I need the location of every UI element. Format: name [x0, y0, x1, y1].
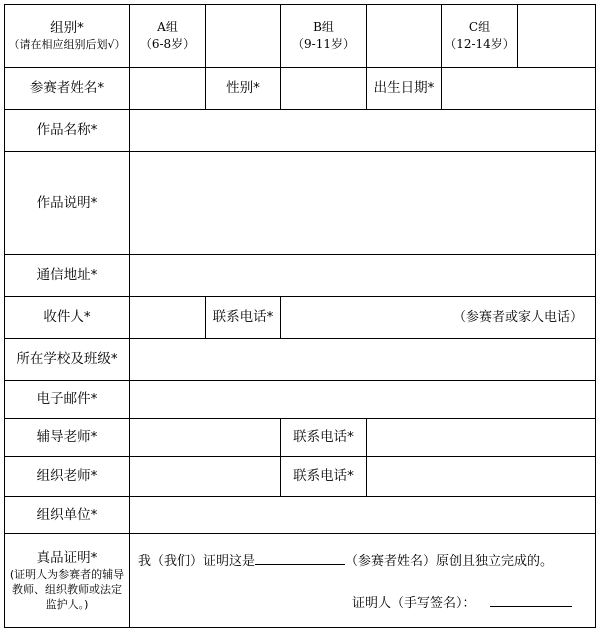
- work-desc-row: [5, 152, 596, 255]
- work-desc-label: 作品说明*: [5, 152, 130, 255]
- participant-name-field[interactable]: [130, 68, 206, 110]
- group-b-check-field[interactable]: [367, 5, 442, 68]
- group-b-age: （9-11岁）: [292, 37, 355, 51]
- statement-pre: 我（我们）证明这是: [138, 554, 256, 569]
- work-desc-field[interactable]: [130, 152, 596, 255]
- proof-statement: [138, 550, 553, 570]
- group-row: [5, 5, 596, 68]
- group-b-cell: [281, 5, 367, 68]
- recipient-phone-note: （参赛者或家人电话）: [452, 310, 583, 325]
- school-label: 所在学校及班级*: [5, 339, 130, 381]
- group-b-name: B组: [313, 20, 334, 34]
- proof-label-cell: [5, 534, 130, 628]
- gender-field[interactable]: [281, 68, 367, 110]
- tutor-field[interactable]: [130, 419, 281, 457]
- group-hint: （请在相应组别后划√）: [8, 38, 126, 51]
- email-row: [5, 381, 596, 419]
- group-c-name: C组: [468, 20, 491, 34]
- organizer-phone-label: 联系电话*: [281, 457, 367, 497]
- gender-label: 性别*: [206, 68, 281, 110]
- tutor-phone-label: 联系电话*: [281, 419, 367, 457]
- email-field[interactable]: [130, 381, 596, 419]
- signature-line: [352, 592, 572, 612]
- organizer-label: 组织老师*: [5, 457, 130, 497]
- proof-row: [5, 534, 596, 628]
- group-a-age: （6-8岁）: [139, 37, 196, 51]
- work-title-row: [5, 110, 596, 152]
- group-a-cell: [130, 5, 206, 68]
- tutor-row: [5, 419, 596, 457]
- org-unit-label: 组织单位*: [5, 497, 130, 534]
- participant-name-blank[interactable]: [255, 550, 345, 565]
- signature-blank[interactable]: [490, 592, 572, 607]
- organizer-field[interactable]: [130, 457, 281, 497]
- recipient-phone-field[interactable]: [281, 297, 596, 339]
- registration-form: [4, 4, 596, 628]
- address-field[interactable]: [130, 255, 596, 297]
- proof-note: (证明人为参赛者的辅导教师、组织教师或法定监护人。): [9, 567, 125, 611]
- tutor-label: 辅导老师*: [5, 419, 130, 457]
- organizer-row: [5, 457, 596, 497]
- email-label: 电子邮件*: [5, 381, 130, 419]
- recipient-row: [5, 297, 596, 339]
- organizer-phone-field[interactable]: [367, 457, 596, 497]
- proof-statement-cell: [130, 534, 596, 628]
- group-c-check-field[interactable]: [518, 5, 596, 68]
- work-title-field[interactable]: [130, 110, 596, 152]
- work-title-label: 作品名称*: [5, 110, 130, 152]
- participant-row: [5, 68, 596, 110]
- proof-label: 真品证明*: [36, 549, 98, 566]
- sign-label: 证明人（手写签名）：: [352, 596, 476, 611]
- recipient-field[interactable]: [130, 297, 206, 339]
- group-label: 组别*: [50, 20, 84, 36]
- address-label: 通信地址*: [5, 255, 130, 297]
- group-a-check-field[interactable]: [206, 5, 281, 68]
- school-field[interactable]: [130, 339, 596, 381]
- participant-name-label: 参赛者姓名*: [5, 68, 130, 110]
- address-row: [5, 255, 596, 297]
- birth-date-label: 出生日期*: [367, 68, 442, 110]
- statement-post: （参赛者姓名）原创且独立完成的。: [345, 554, 554, 569]
- group-c-cell: [442, 5, 518, 68]
- school-row: [5, 339, 596, 381]
- tutor-phone-field[interactable]: [367, 419, 596, 457]
- org-unit-row: [5, 497, 596, 534]
- group-c-age: （12-14岁）: [444, 37, 515, 51]
- group-label-cell: [5, 5, 130, 68]
- org-unit-field[interactable]: [130, 497, 596, 534]
- birth-date-field[interactable]: [442, 68, 596, 110]
- group-a-name: A组: [157, 20, 178, 34]
- recipient-label: 收件人*: [5, 297, 130, 339]
- recipient-phone-label: 联系电话*: [206, 297, 281, 339]
